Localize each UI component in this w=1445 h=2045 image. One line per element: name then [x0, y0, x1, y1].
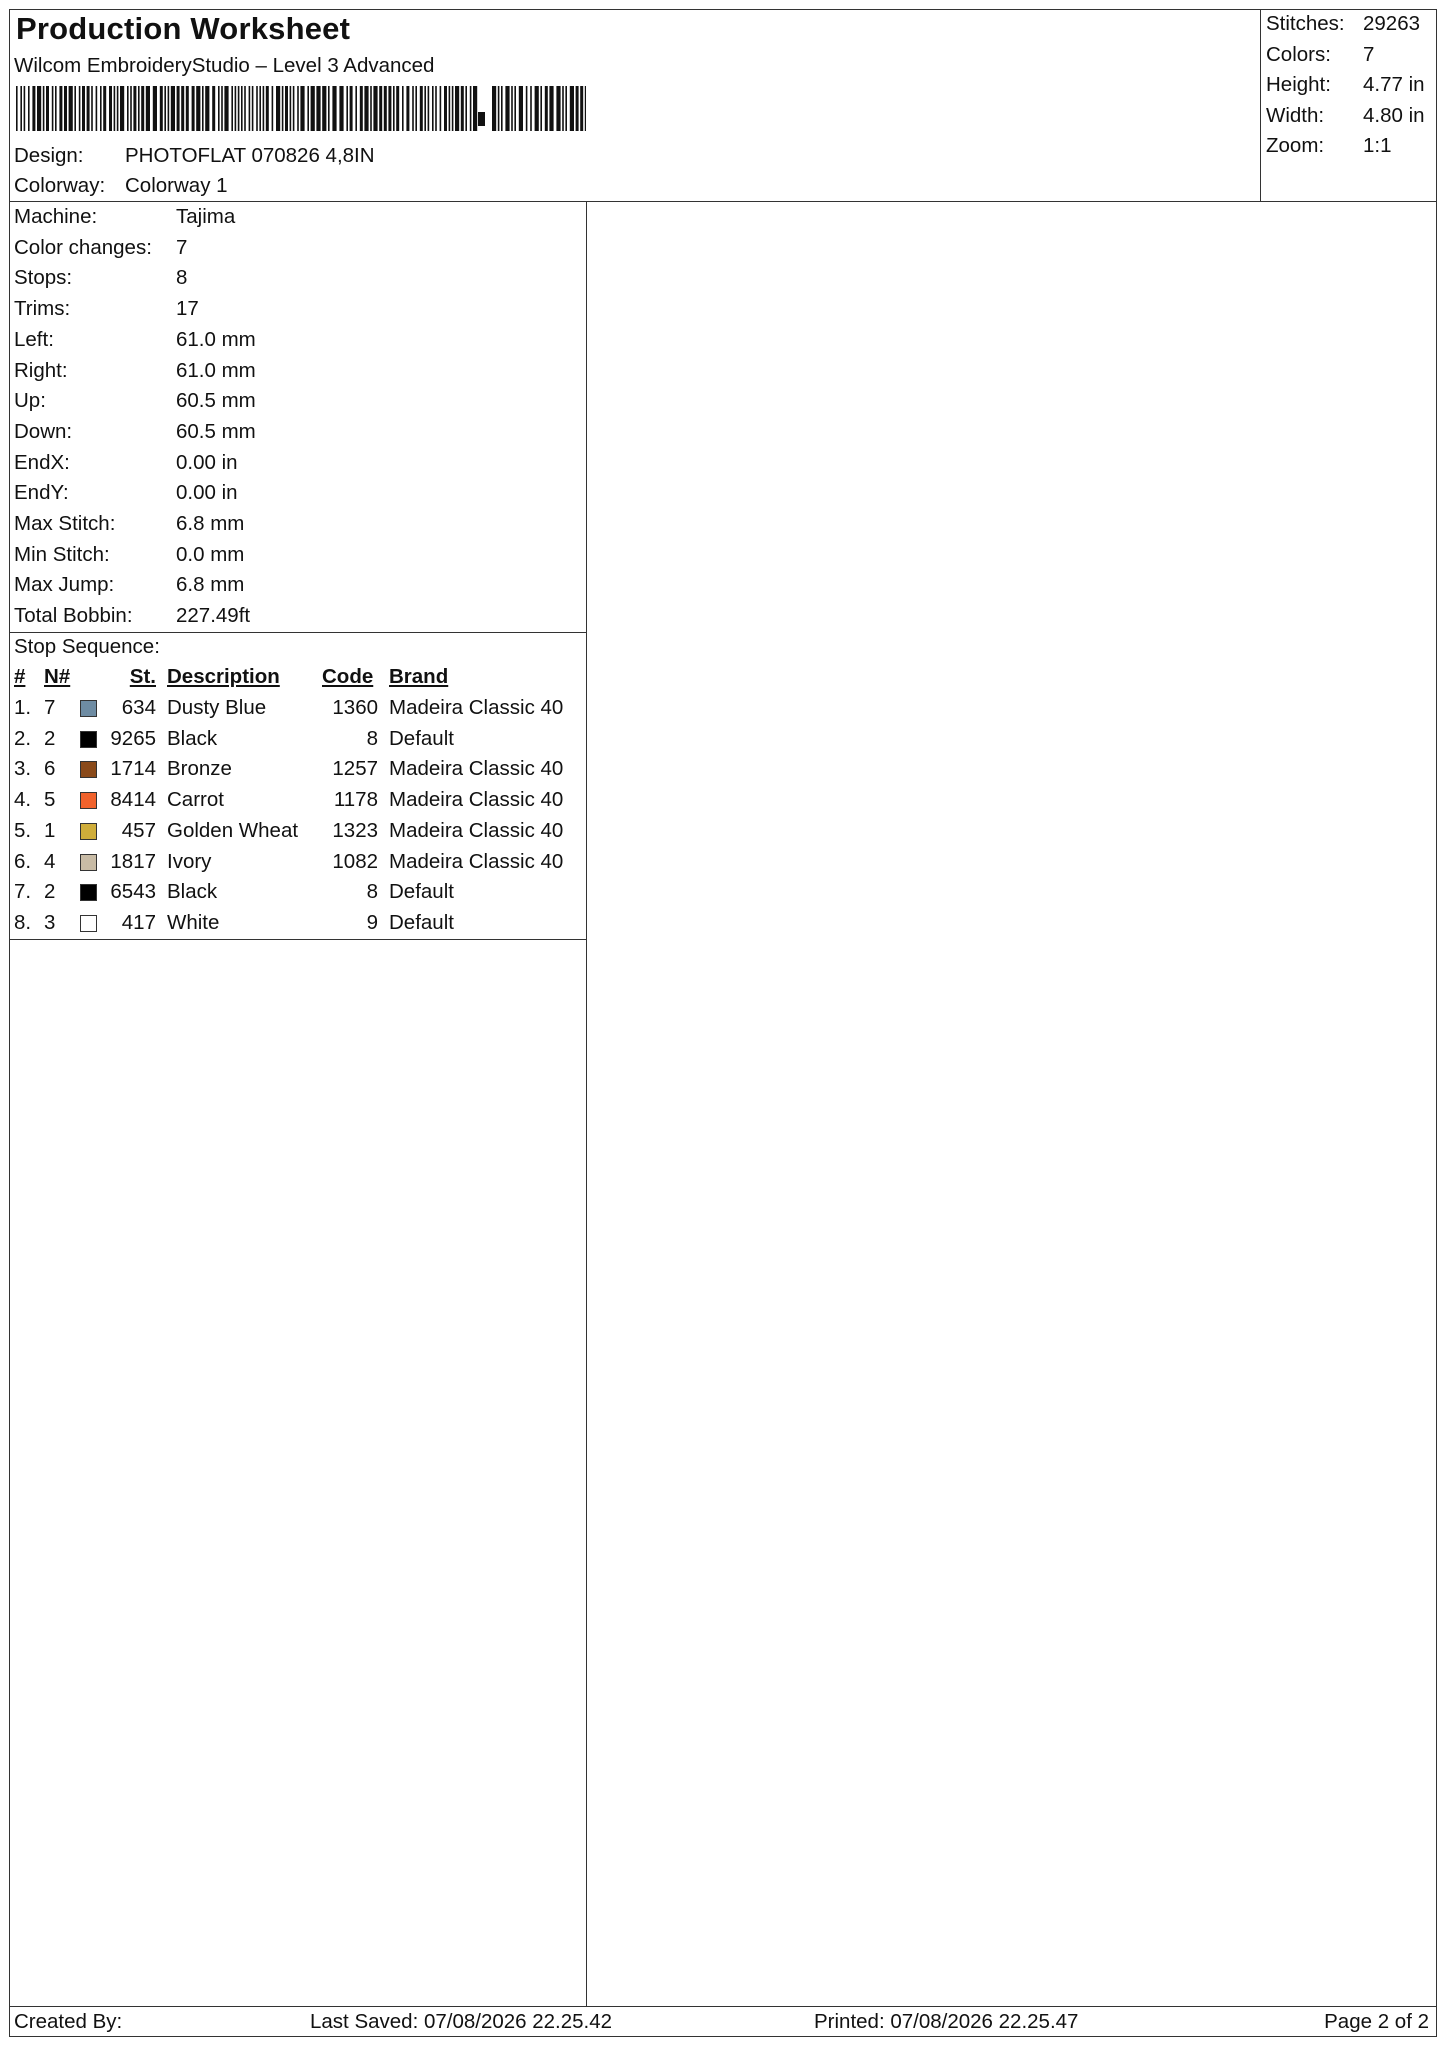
summary-label: Height: — [1266, 73, 1331, 96]
stop-description: Golden Wheat — [167, 818, 299, 842]
summary-label: Zoom: — [1266, 134, 1325, 157]
stop-brand: Madeira Classic 40 — [389, 696, 564, 719]
thread-color-swatch — [80, 700, 97, 717]
stop-thread-code: 8 — [366, 880, 378, 904]
stop-description: Dusty Blue — [167, 696, 267, 719]
stop-brand: Madeira Classic 40 — [389, 849, 564, 873]
machine-info-value: 60.5 mm — [176, 389, 256, 413]
footer-section — [9, 2006, 1437, 2037]
thread-color-swatch — [80, 823, 97, 840]
stop-needle-number: 7 — [44, 696, 56, 719]
stop-description: White — [167, 910, 220, 934]
col-header-st: St. — [129, 665, 156, 688]
stop-needle-number: 4 — [44, 849, 56, 873]
stop-needle-number: 3 — [44, 910, 56, 934]
thread-color-swatch — [80, 915, 97, 932]
stop-needle-number: 2 — [44, 880, 56, 904]
stop-stitch-count: 457 — [121, 818, 156, 842]
machine-info-label: Stops: — [14, 266, 73, 290]
stop-needle-number: 5 — [44, 788, 56, 812]
machine-info-value: 6.8 mm — [176, 573, 245, 597]
design-label: Design: — [14, 144, 84, 167]
summary-value: 7 — [1363, 42, 1375, 66]
footer-printed: Printed: 07/08/2026 22.25.47 — [814, 2010, 1079, 2033]
thread-color-swatch — [80, 731, 97, 748]
machine-info-label: EndX: — [14, 450, 70, 474]
stop-row-number: 5. — [14, 818, 32, 842]
machine-info-value: Tajima — [176, 205, 236, 228]
stop-brand: Default — [389, 726, 454, 750]
page-title: Production Worksheet — [16, 11, 351, 46]
stop-brand: Madeira Classic 40 — [389, 818, 564, 842]
stop-description: Black — [167, 880, 218, 904]
stop-brand: Madeira Classic 40 — [389, 788, 564, 812]
machine-info-value: 7 — [176, 235, 188, 259]
machine-info-value: 0.00 in — [176, 481, 238, 505]
stop-stitch-count: 6543 — [110, 880, 156, 904]
machine-info-label: Max Stitch: — [14, 512, 116, 535]
machine-info-label: Up: — [14, 389, 46, 413]
stop-description: Carrot — [167, 788, 224, 812]
stop-stitch-count: 634 — [121, 696, 156, 719]
stop-row-number: 1. — [14, 696, 32, 719]
machine-info-value: 6.8 mm — [176, 512, 245, 535]
machine-info-label: Down: — [14, 419, 73, 443]
thread-color-swatch — [80, 761, 97, 778]
stop-row-number: 4. — [14, 788, 32, 812]
stop-thread-code: 8 — [366, 726, 378, 750]
design-value: PHOTOFLAT 070826 4,8IN — [125, 144, 375, 167]
stop-stitch-count: 417 — [121, 910, 156, 934]
stop-thread-code: 1178 — [333, 788, 378, 812]
stop-needle-number: 2 — [44, 726, 56, 750]
barcode — [16, 86, 586, 131]
footer-last-saved: Last Saved: 07/08/2026 22.25.42 — [310, 2010, 613, 2033]
machine-info-label: Machine: — [14, 205, 98, 228]
stop-needle-number: 1 — [44, 818, 56, 842]
stop-description: Bronze — [167, 757, 232, 781]
stop-row-number: 8. — [14, 910, 32, 934]
footer-page-number: Page 2 of 2 — [1324, 2010, 1429, 2033]
summary-value: 4.77 in — [1363, 73, 1425, 96]
machine-info-value: 0.00 in — [176, 450, 238, 474]
stop-brand: Default — [389, 880, 454, 904]
stop-thread-code: 9 — [366, 910, 378, 934]
stop-stitch-count: 9265 — [110, 726, 156, 750]
summary-label: Stitches: — [1266, 12, 1345, 35]
col-header-brand: Brand — [389, 665, 449, 688]
machine-info-value: 61.0 mm — [176, 358, 256, 382]
col-header-code: Code — [322, 665, 374, 688]
colorway-label: Colorway: — [14, 174, 106, 197]
stop-row-number: 2. — [14, 726, 32, 750]
col-header-num: # — [14, 665, 26, 688]
software-name: Wilcom EmbroideryStudio – Level 3 Advanced — [14, 54, 435, 77]
design-preview-area — [586, 201, 1437, 2007]
stop-needle-number: 6 — [44, 757, 56, 781]
stop-thread-code: 1082 — [332, 849, 378, 873]
summary-label: Width: — [1266, 103, 1325, 127]
stop-thread-code: 1257 — [332, 757, 378, 781]
machine-info-label: Min Stitch: — [14, 542, 110, 566]
stop-stitch-count: 8414 — [110, 788, 156, 812]
stop-stitch-count: 1817 — [110, 849, 156, 873]
machine-info-label: Total Bobbin: — [14, 604, 133, 628]
col-header-description: Description — [167, 665, 280, 688]
machine-info-label: Color changes: — [14, 235, 152, 259]
machine-info-value: 8 — [176, 266, 188, 290]
machine-info-label: EndY: — [14, 481, 69, 505]
stop-description: Ivory — [167, 849, 212, 873]
summary-value: 4.80 in — [1363, 103, 1425, 127]
stop-description: Black — [167, 726, 218, 750]
machine-info-value: 227.49ft — [176, 604, 251, 628]
summary-label: Colors: — [1266, 42, 1331, 66]
summary-value: 29263 — [1363, 12, 1421, 35]
stop-row-number: 7. — [14, 880, 32, 904]
machine-info-label: Trims: — [14, 297, 71, 321]
col-header-n: N# — [44, 665, 71, 688]
stop-thread-code: 1323 — [332, 818, 378, 842]
thread-color-swatch — [80, 792, 97, 809]
machine-info-section — [9, 201, 587, 633]
summary-value: 1:1 — [1363, 134, 1392, 157]
stop-row-number: 3. — [14, 757, 32, 781]
thread-color-swatch — [80, 854, 97, 871]
stop-thread-code: 1360 — [332, 696, 378, 719]
footer-created-by: Created By: — [14, 2010, 123, 2033]
machine-info-value: 0.0 mm — [176, 542, 245, 566]
stop-row-number: 6. — [14, 849, 32, 873]
machine-info-value: 17 — [176, 297, 199, 321]
machine-info-label: Right: — [14, 358, 68, 382]
thread-color-swatch — [80, 884, 97, 901]
machine-info-label: Max Jump: — [14, 573, 115, 597]
machine-info-value: 60.5 mm — [176, 419, 256, 443]
stop-sequence-title: Stop Sequence: — [14, 635, 160, 658]
machine-info-label: Left: — [14, 327, 54, 351]
stop-stitch-count: 1714 — [110, 757, 156, 781]
colorway-value: Colorway 1 — [125, 174, 228, 197]
stop-brand: Default — [389, 910, 454, 934]
stop-brand: Madeira Classic 40 — [389, 757, 564, 781]
machine-info-value: 61.0 mm — [176, 327, 256, 351]
